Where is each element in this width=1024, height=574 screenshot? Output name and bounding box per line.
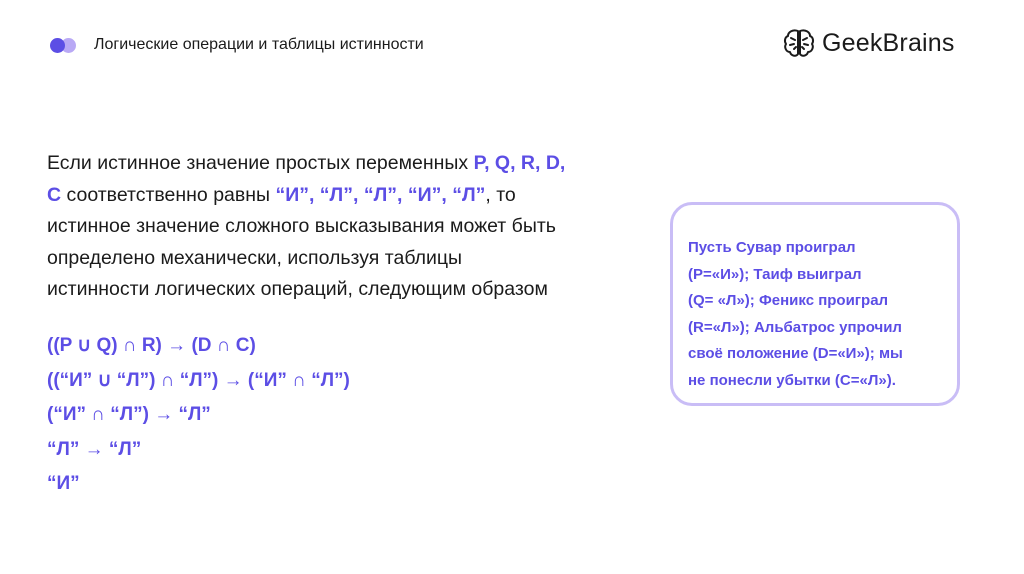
main-paragraph <box>47 148 667 306</box>
logo-text: GeekBrains <box>822 28 955 57</box>
geekbrains-logo <box>782 26 955 60</box>
paragraph-line: истинности логических операций, следующим образом <box>47 278 548 300</box>
paragraph-line <box>47 180 667 212</box>
formula-line: (“И” ∩ “Л”) → “Л” <box>47 404 211 426</box>
note-line: своё положение (D=«И»); мы <box>688 345 903 362</box>
slide-header <box>50 33 424 57</box>
formula-steps <box>47 329 350 502</box>
paragraph-text: соответственно равны <box>61 183 276 206</box>
variable-c: C <box>47 183 62 206</box>
paragraph-text: , то <box>485 183 516 206</box>
formula-line: “И” <box>47 473 80 495</box>
note-line: (Q= «Л»); Феникс проиграл <box>688 292 889 309</box>
formula-line: ((“И” ∪ “Л”) ∩ “Л”) → (“И” ∩ “Л”) <box>47 369 350 391</box>
note-line: Пусть Сувар проиграл <box>688 239 856 256</box>
paragraph-text: Если истинное значение простых переменных <box>47 152 474 174</box>
section-title: Логические операции и таблицы истинности <box>94 36 424 53</box>
note-line: (P=«И»); Таиф выиграл <box>688 265 862 283</box>
values-list: “И”, “Л”, “Л”, “И”, “Л” <box>275 183 486 206</box>
note-box <box>670 202 960 406</box>
note-line: (R=«Л»); Альбатрос упрочил <box>688 318 902 336</box>
note-text <box>688 235 947 394</box>
variables-list: P, Q, R, D, <box>473 152 566 174</box>
formula-line: ((P ∪ Q) ∩ R) → (D ∩ C) <box>47 335 256 356</box>
formula-line: “Л” → “Л” <box>47 438 142 460</box>
paragraph-line: истинное значение сложного высказывания может быть <box>47 215 556 237</box>
gb-dots-icon <box>50 35 80 55</box>
note-line: не понесли убытки (C=«Л»). <box>688 371 896 389</box>
brain-icon <box>782 26 816 60</box>
paragraph-line: определено механически, используя таблицы <box>47 246 463 269</box>
paragraph-line <box>47 148 667 180</box>
